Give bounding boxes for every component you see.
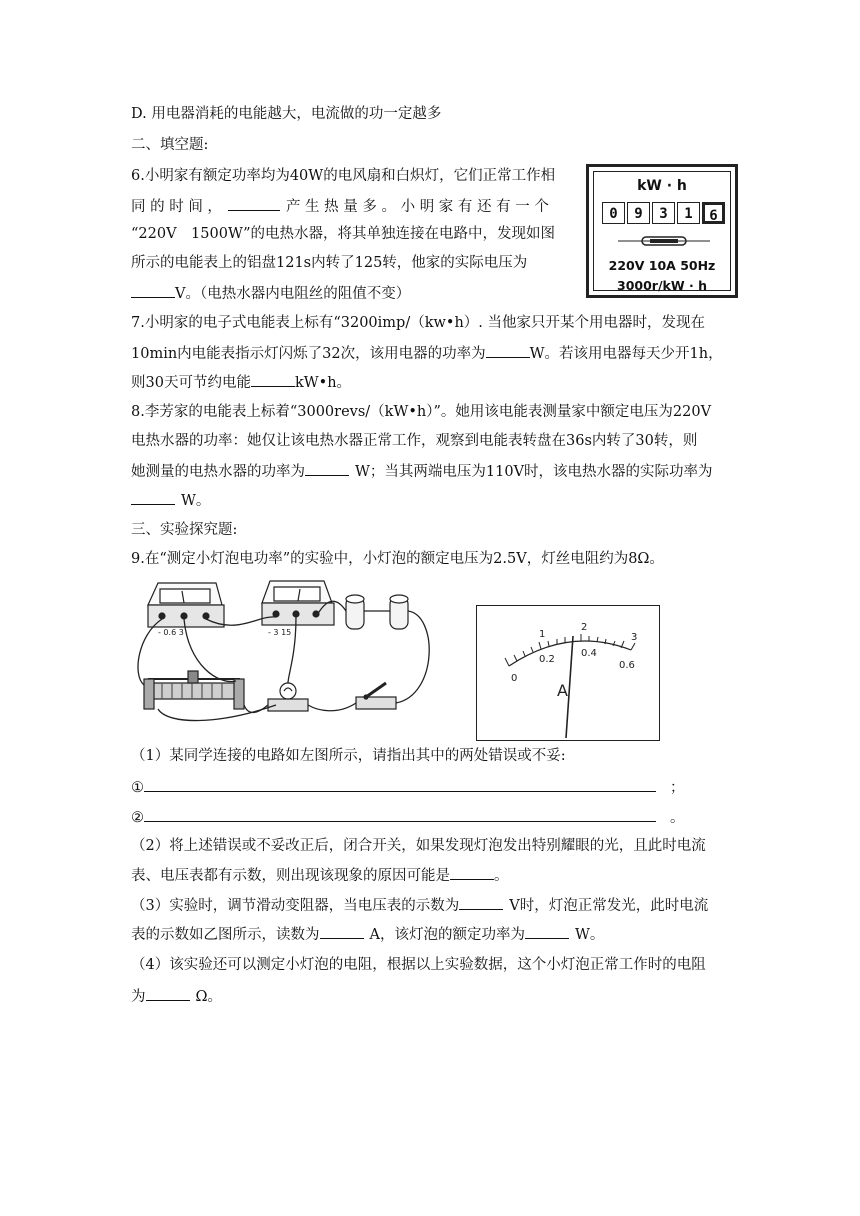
scale-top-label: 3	[631, 632, 638, 643]
q8-line3-b: W；当其两端电压为110V时，该电热水器的实际功率为	[355, 464, 713, 480]
energy-meter-figure	[586, 164, 738, 298]
q7-blank1[interactable]	[486, 342, 530, 358]
q8-line2: 电热水器的功率：她仅让该电热水器正常工作，观察到电能表转盘在36s内转了30转，则	[131, 433, 698, 449]
q9-sub2-line2-a: 表、电压表都有示数，则出现该现象的原因可能是	[131, 868, 450, 884]
q6-blank1[interactable]	[228, 195, 280, 211]
meter-digit-decimal: 6	[702, 202, 725, 224]
q9-sub2-line1: （2）将上述错误或不妥改正后，闭合开关，如果发现灯泡发出特别耀眼的光，且此时电流	[131, 838, 706, 854]
q9-sub3-line2	[131, 923, 604, 945]
bulb-icon	[268, 683, 308, 711]
scale-bottom-label: 0.2	[539, 654, 555, 665]
q8-line3	[131, 460, 713, 482]
q6-line2-a: 同 的 时 间 ，	[131, 199, 222, 215]
q7-line2-b: W。若该用电器每天少开1h，	[529, 346, 723, 362]
q9-blank-error2[interactable]	[144, 806, 656, 822]
scale-top-label: 1	[539, 629, 546, 640]
q9-sub3-line1-b: V时，灯泡正常发光，此时电流	[509, 898, 709, 914]
q6-line5	[131, 282, 410, 304]
meter-disc-window-icon	[616, 234, 712, 248]
q8-blank1[interactable]	[305, 460, 349, 476]
q9-end1: ；	[670, 780, 685, 796]
option-d: D. 用电器消耗的电能越大，电流做的功一定越多	[131, 106, 442, 122]
q7-line1: 7.小明家的电子式电能表上标有“3200imp/（kw•h）. 当他家只开某个用电器时，发现在	[131, 315, 706, 331]
rheostat-icon	[144, 671, 244, 709]
q6-line2-b: 产 生 热 量 多 。 小 明 家 有 还 有 一 个	[285, 199, 549, 215]
q9-end2: 。	[670, 810, 685, 826]
q9-sub4-line1: （4）该实验还可以测定小灯泡的电阻，根据以上实验数据，这个小灯泡正常工作时的电阻	[131, 957, 706, 973]
section-title-fill-in: 二、填空题:	[131, 137, 209, 153]
q7-blank2[interactable]	[251, 371, 295, 387]
meter-digit: 3	[652, 202, 675, 224]
meter-digit: 0	[602, 202, 625, 224]
ammeter-terminal-labels: - 0.6 3	[158, 628, 184, 637]
q9-sub3-line2-a: 表的示数如乙图所示，读数为	[131, 927, 320, 943]
q9-mark2: ②	[131, 810, 144, 826]
q9-blank-current[interactable]	[320, 923, 364, 939]
switch-icon	[356, 683, 396, 709]
q9-sub4-line2-a: 为	[131, 989, 146, 1005]
q8-blank2[interactable]	[131, 489, 175, 505]
meter-spec-rating: 220V 10A 50Hz	[608, 258, 716, 273]
q8-line4	[131, 489, 210, 511]
q6-line1: 6.小明家有额定功率均为40W的电风扇和白炽灯，它们正常工作相	[131, 168, 556, 184]
circuit-figure	[128, 575, 466, 735]
voltmeter-device-icon	[262, 581, 334, 625]
scale-bottom-label: 0.4	[581, 648, 597, 659]
q7-line2	[131, 342, 723, 364]
q7-line3-b: kW•h。	[294, 375, 352, 391]
q9-sub2-line2-b: 。	[494, 868, 509, 884]
q9-blank-reason[interactable]	[450, 864, 494, 880]
scale-bottom-label: 0.6	[619, 660, 635, 671]
q9-blank-power[interactable]	[525, 923, 569, 939]
meter-spec-constant: 3000r/kW · h	[617, 278, 707, 293]
ammeter-dial-svg	[477, 606, 661, 742]
q6-line2	[131, 195, 549, 217]
q9-sub2-line2	[131, 864, 509, 886]
meter-digit: 1	[677, 202, 700, 224]
q8-line1: 8.李芳家的电能表上标着“3000revs/（kW•h）”。她用该电能表测量家中额定电压为220V	[131, 404, 712, 420]
q9-answer1	[131, 776, 685, 798]
voltmeter-terminal-labels: - 3 15	[268, 628, 292, 637]
q7-line3-a: 则30天可节约电能	[131, 375, 251, 391]
q9-sub4-line2-b: Ω。	[195, 989, 223, 1005]
battery-icon	[346, 595, 408, 629]
q6-line4: 所示的电能表上的铝盘121s内转了125转，他家的实际电压为	[131, 255, 528, 271]
q6-blank2[interactable]	[131, 282, 175, 298]
q9-sub3-line2-c: W。	[574, 927, 605, 943]
q9-mark1: ①	[131, 780, 144, 796]
q9-sub4-line2	[131, 985, 222, 1007]
q9-sub3-line2-b: A，该灯泡的额定功率为	[369, 927, 525, 943]
scale-bottom-label: 0	[511, 673, 518, 684]
meter-digit: 9	[627, 202, 650, 224]
ammeter-dial-figure	[476, 605, 660, 741]
q9-sub1: （1）某同学连接的电路如左图所示，请指出其中的两处错误或不妥:	[131, 748, 566, 764]
q9-sub3-line1-a: （3）实验时，调节滑动变阻器，当电压表的示数为	[131, 898, 460, 914]
q9-blank-error1[interactable]	[144, 776, 656, 792]
energy-meter-frame	[593, 171, 731, 291]
q9-answer2	[131, 806, 685, 828]
q6-line3: “220V 1500W”的电热水器，将其单独连接在电路中，发现如图	[131, 226, 556, 242]
meter-digits	[602, 202, 727, 224]
q6-line5-text: V。（电热水器内电阻丝的阻值不变）	[175, 286, 411, 302]
q7-line3	[131, 371, 351, 393]
q8-line4-text: W。	[181, 493, 211, 509]
ammeter-symbol: A	[557, 681, 568, 700]
section-title-experiment: 三、实验探究题:	[131, 522, 238, 538]
q8-line3-a: 她测量的电热水器的功率为	[131, 464, 305, 480]
q7-line2-a: 10min内电能表指示灯闪烁了32次，该用电器的功率为	[131, 346, 486, 362]
q9-sub3-line1	[131, 894, 708, 916]
scale-top-label: 2	[581, 622, 588, 633]
q9-blank-voltage[interactable]	[459, 894, 503, 910]
q9-intro: 9.在“测定小灯泡电功率”的实验中，小灯泡的额定电压为2.5V，灯丝电阻约为8Ω。	[131, 551, 664, 567]
q9-blank-resistance[interactable]	[146, 985, 190, 1001]
meter-unit: kW · h	[637, 178, 687, 194]
